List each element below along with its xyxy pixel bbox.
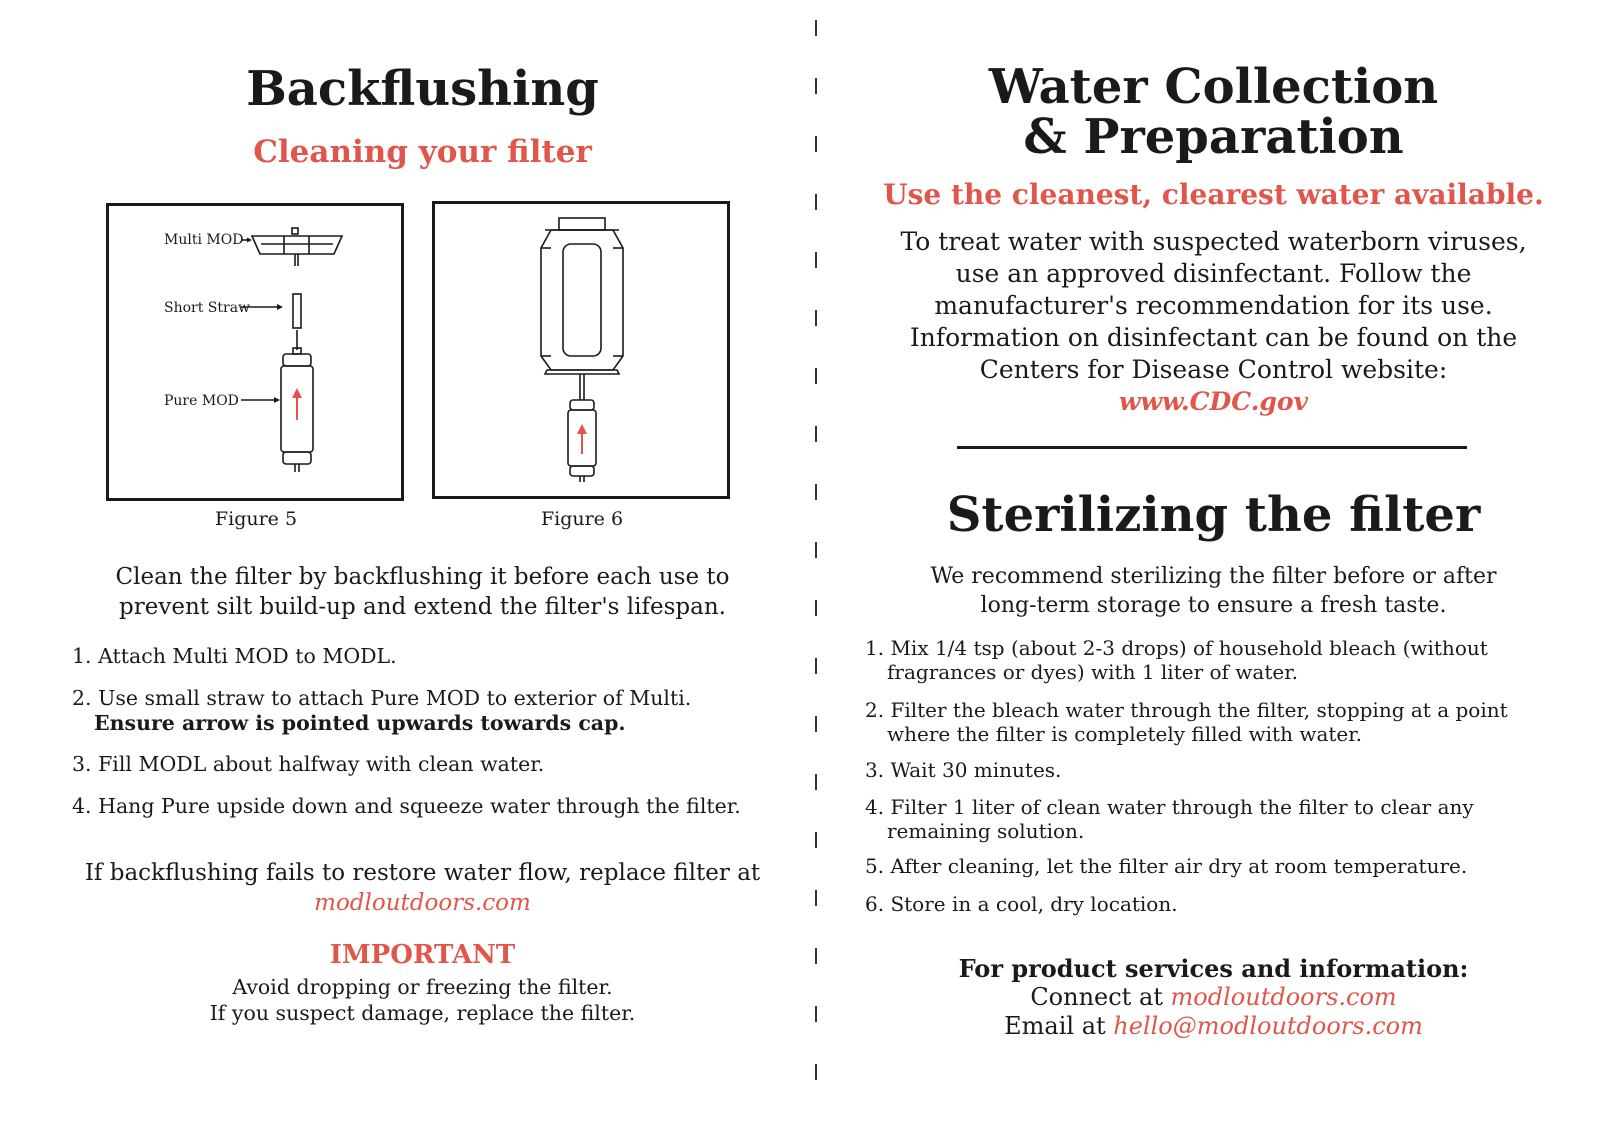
label-short-straw: Short Straw: [164, 300, 251, 316]
para-line: manufacturer's recommendation for its use.: [934, 291, 1493, 320]
backflushing-note: [40, 858, 805, 918]
label-pure-mod: Pure MOD: [164, 393, 239, 409]
section-divider: [957, 446, 1467, 449]
title-line-2: & Preparation: [1023, 109, 1404, 165]
step-text-cont: where the filter is completely filled with water.: [887, 722, 1362, 746]
step-item: 1. Attach Multi MOD to MODL.: [72, 644, 397, 668]
step-item: [72, 686, 792, 736]
important-line-2: If you suspect damage, replace the filter.: [209, 1001, 636, 1025]
sterilizing-step-5: [865, 854, 1595, 878]
step-text: 2. Use small straw to attach Pure MOD to exterior of Multi.: [72, 686, 692, 710]
step-item: [865, 636, 1595, 684]
contact-info: [817, 954, 1610, 1041]
step-text: 1. Mix 1/4 tsp (about 2-3 drops) of household bleach (without: [865, 636, 1488, 660]
sterilizing-step-6: [865, 892, 1595, 916]
water-collection-panel: [817, 0, 1610, 1126]
sterilizing-title: Sterilizing the filter: [946, 487, 1481, 543]
important-heading: IMPORTANT: [329, 940, 516, 970]
email-link[interactable]: hello@modloutdoors.com: [1113, 1012, 1423, 1040]
backflushing-steps-2: [72, 686, 792, 736]
cdc-link[interactable]: www.CDC.gov: [1118, 387, 1309, 416]
intro-line-2: long-term storage to ensure a fresh taste.: [980, 593, 1447, 618]
label-multi-mod: Multi MOD: [164, 232, 244, 248]
backflushing-subtitle: Cleaning your filter: [253, 134, 592, 170]
figure-5-illustration: [109, 206, 401, 498]
backflushing-steps-3: [72, 752, 792, 777]
intro-line-1: Clean the filter by backflushing it before each use to: [115, 564, 730, 590]
step-item: 6. Store in a cool, dry location.: [865, 892, 1178, 916]
sterilizing-step-3: [865, 758, 1595, 782]
connect-prefix: Connect at: [1030, 983, 1171, 1011]
water-collection-title: [817, 59, 1610, 165]
intro-line-2: prevent silt build-up and extend the filter's lifespan.: [119, 594, 726, 620]
step-text: 4. Filter 1 liter of clean water through the filter to clear any: [865, 795, 1474, 819]
step-item: [865, 698, 1595, 746]
figure-6-caption: Figure 6: [540, 508, 624, 530]
important-text: [0, 974, 845, 1026]
backflushing-title: Backflushing: [246, 61, 599, 117]
step-text-cont: fragrances or dyes) with 1 liter of water.: [887, 660, 1298, 684]
water-collection-subtitle: Use the cleanest, clearest water available.: [883, 178, 1544, 211]
step-item: [865, 795, 1595, 843]
step-text-cont: remaining solution.: [887, 819, 1085, 843]
sterilizing-step-4: [865, 795, 1595, 843]
modloutdoors-link[interactable]: modloutdoors.com: [314, 890, 531, 916]
intro-line-1: We recommend sterilizing the filter before or after: [930, 564, 1497, 589]
para-line: use an approved disinfectant. Follow the: [955, 259, 1472, 288]
figure-5: [106, 203, 404, 501]
note-text: If backflushing fails to restore water flow, replace filter at: [84, 860, 761, 886]
figure-6: [432, 201, 730, 499]
sterilizing-intro: [857, 562, 1570, 620]
step-item: 3. Wait 30 minutes.: [865, 758, 1062, 782]
step-text: 2. Filter the bleach water through the filter, stopping at a point: [865, 698, 1508, 722]
para-line: To treat water with suspected waterborn viruses,: [900, 227, 1527, 256]
title-line-1: Water Collection: [988, 59, 1439, 115]
disinfectant-paragraph: [857, 226, 1570, 418]
figure-6-illustration: [435, 204, 727, 496]
para-line: Centers for Disease Control website:: [979, 355, 1448, 384]
para-line: Information on disinfectant can be found on the: [909, 323, 1518, 352]
step-emphasis: Ensure arrow is pointed upwards towards cap.: [94, 711, 626, 735]
important-line-1: Avoid dropping or freezing the filter.: [232, 975, 613, 999]
backflushing-steps: [72, 644, 792, 669]
step-item: 5. After cleaning, let the filter air dry at room temperature.: [865, 854, 1468, 878]
contact-heading: For product services and information:: [958, 954, 1469, 983]
figure-5-caption: Figure 5: [214, 508, 298, 530]
email-prefix: Email at: [1004, 1012, 1114, 1040]
sterilizing-step-2: [865, 698, 1595, 746]
sterilizing-step-1: [865, 636, 1595, 684]
step-item: 4. Hang Pure upside down and squeeze water through the filter.: [72, 794, 741, 818]
backflushing-steps-4: [72, 794, 792, 819]
backflushing-intro: [40, 562, 805, 622]
connect-link[interactable]: modloutdoors.com: [1170, 983, 1397, 1011]
step-item: 3. Fill MODL about halfway with clean water.: [72, 752, 545, 776]
